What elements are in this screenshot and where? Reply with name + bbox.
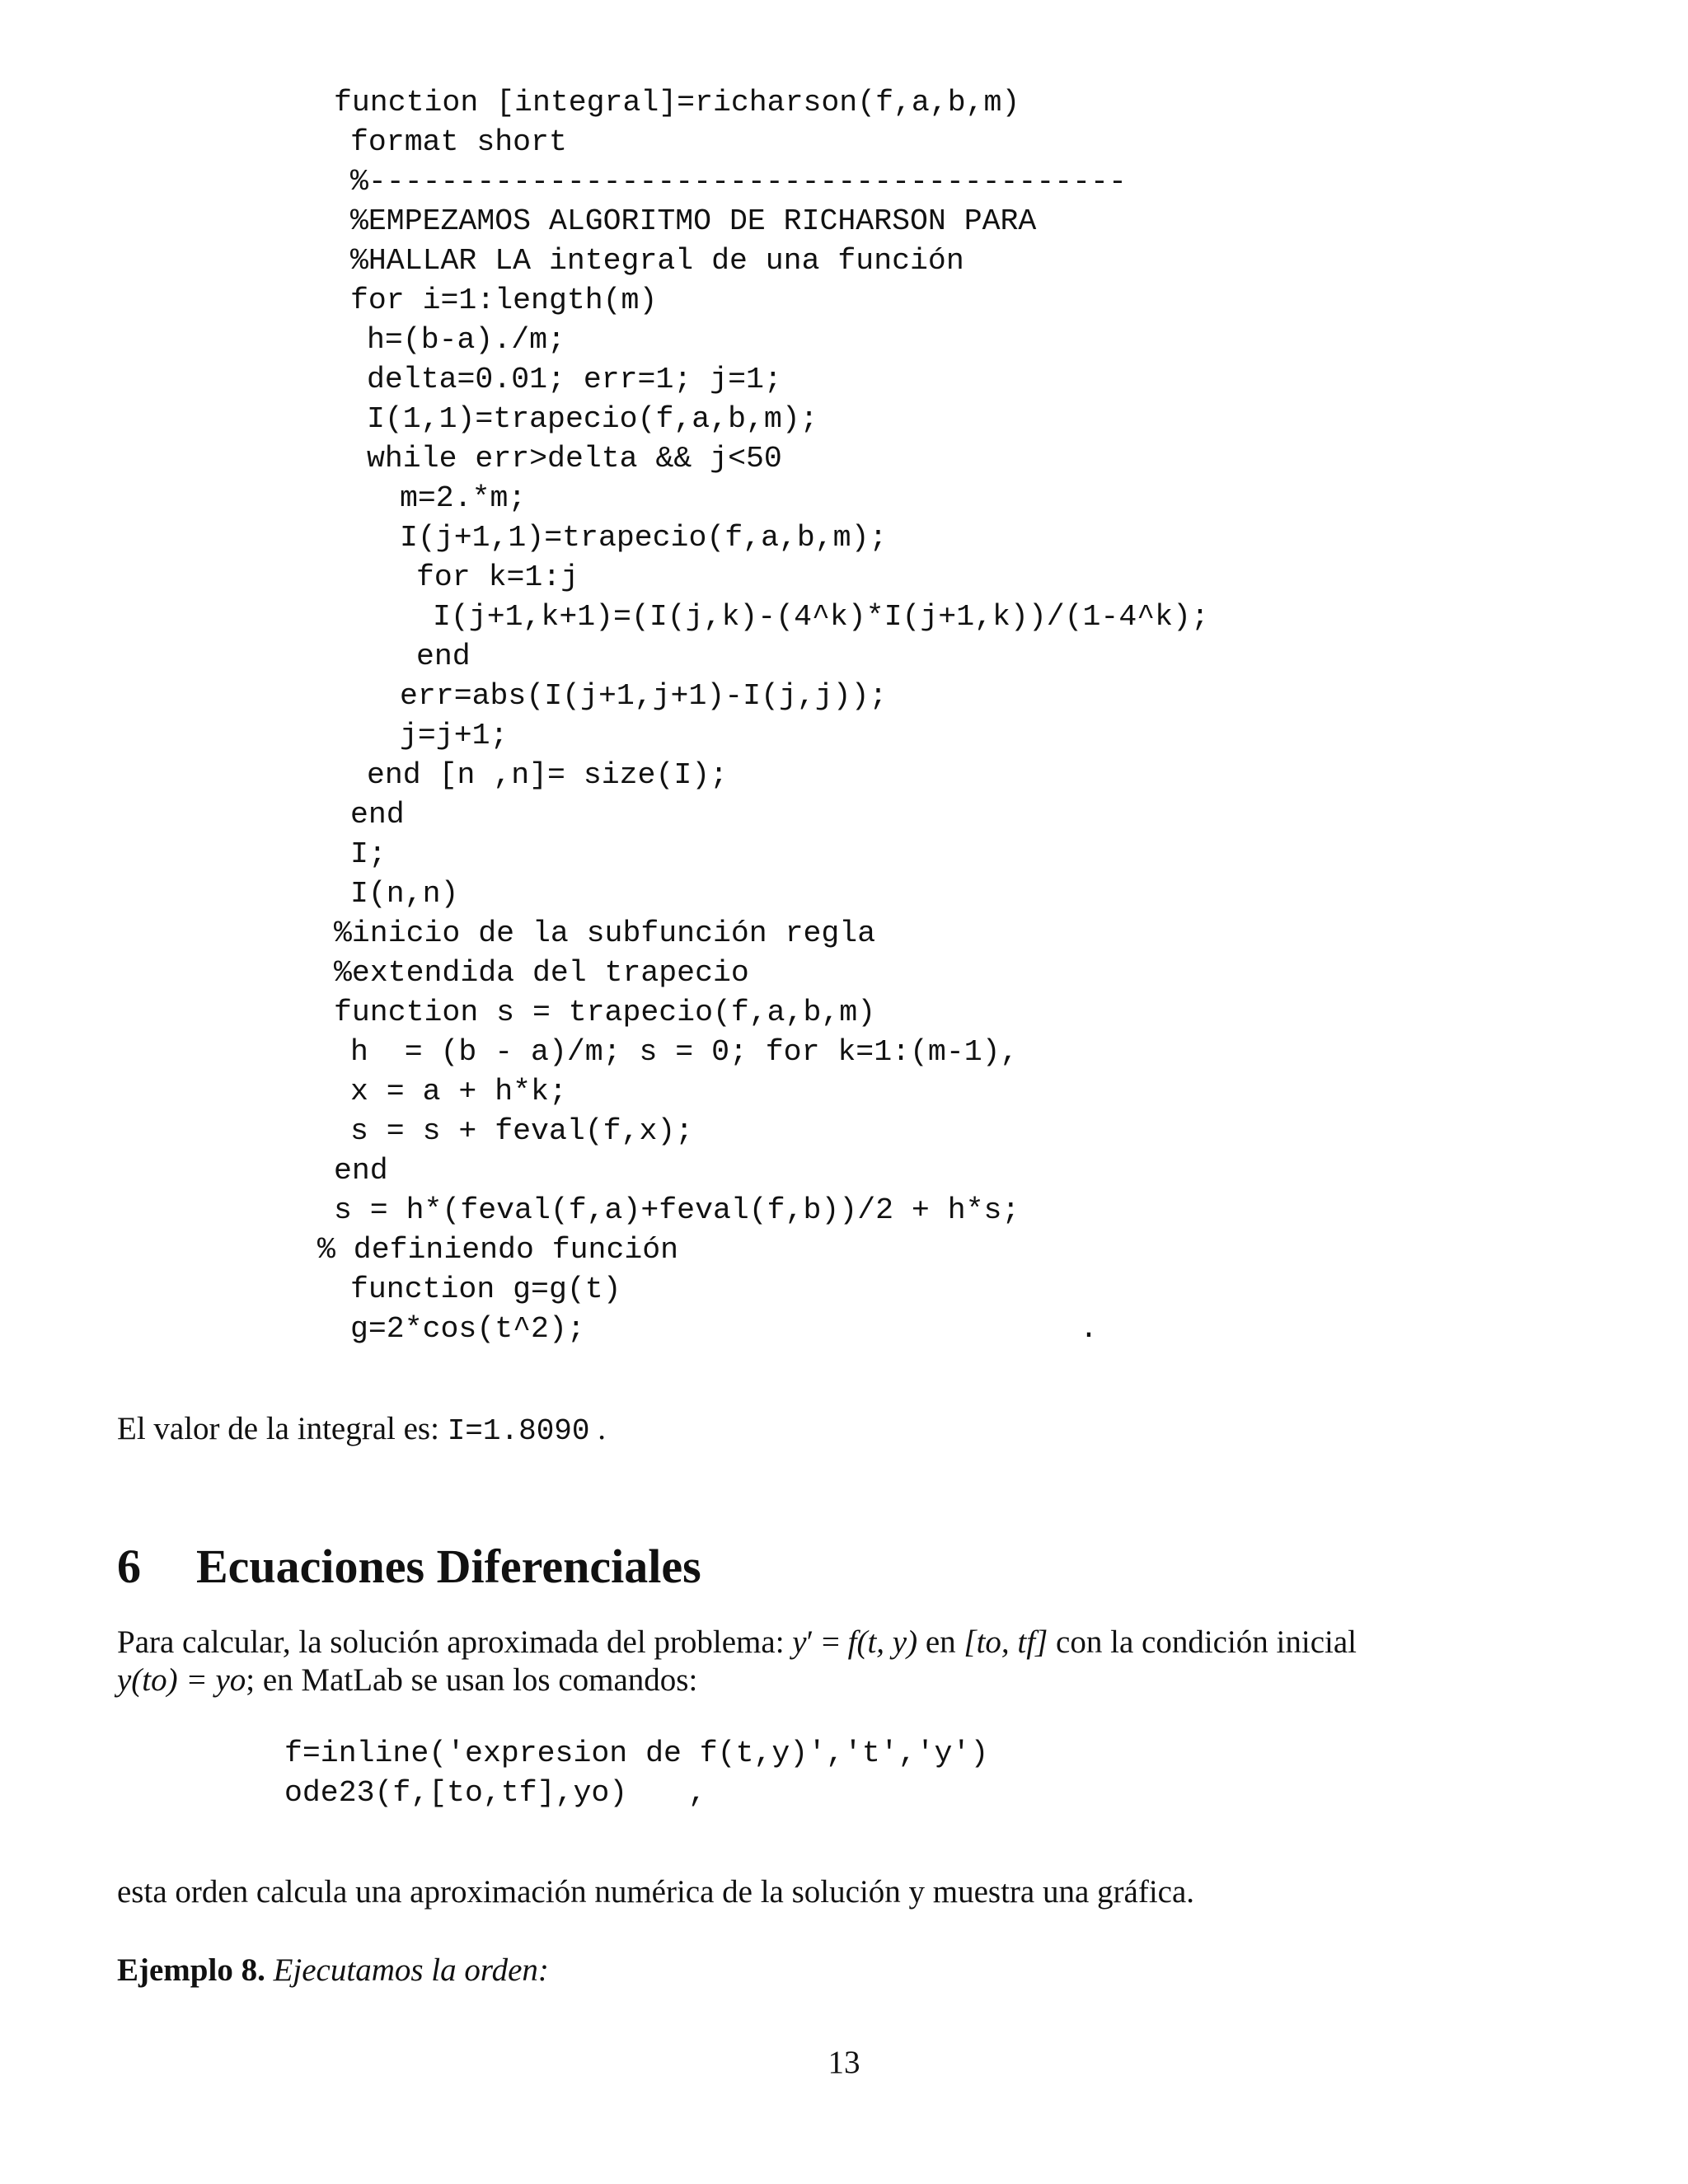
math-y: y [792,1624,807,1660]
code-line: j=j+1; [400,719,509,752]
code-line: format short [350,125,567,159]
math-initial-condition: y(to) = yo [117,1662,246,1698]
code-line: h=(b-a)./m; [367,323,565,357]
paragraph-line: esta orden calcula una aproximación numérica de la solución y muestra una gráfica. [117,1874,1195,1910]
math-prime: ′ [806,1624,814,1660]
result-prefix: El valor de la integral es: [117,1411,448,1446]
math-f: f [847,1624,857,1660]
math-interval: [to, tf] [964,1624,1048,1660]
paragraph-line [117,1622,1357,1663]
code-line: end [334,1154,388,1188]
code-line: %HALLAR LA integral de una función [350,244,964,278]
code-line: for i=1:length(m) [350,284,658,317]
code-line: f=inline('expresion de f(t,y)','t','y') [284,1736,989,1770]
code-line: g=2*cos(t^2); [350,1312,585,1346]
code-line: %inicio de la subfunción regla [334,916,876,950]
code-line: I(n,n) [350,877,459,911]
result-suffix: . [589,1411,607,1446]
code-line: ode23(f,[to,tf],yo) [284,1776,628,1810]
code-line: end [350,798,405,832]
code-line: for k=1:j [416,560,579,594]
code-line: while err>delta && j<50 [367,442,782,476]
code-line: err=abs(I(j+1,j+1)-I(j,j)); [400,679,888,713]
code-line: I; [350,837,387,871]
code-line: end [n ,n]= size(I); [367,758,729,792]
code-line: I(j+1,1)=trapecio(f,a,b,m); [400,521,888,555]
code-line: I(1,1)=trapecio(f,a,b,m); [367,402,818,436]
example-line [117,1950,549,1991]
page-number: 13 [828,2045,860,2080]
code-line: end [416,640,471,673]
code-line: function s = trapecio(f,a,b,m) [334,996,876,1029]
code-line: x = a + h*k; [350,1075,567,1108]
code-line: %EMPEZAMOS ALGORITMO DE RICHARSON PARA [350,204,1037,238]
code-line: h = (b - a)/m; s = 0; for k=1:(m-1), [350,1035,1019,1069]
paragraph-text: en [917,1624,964,1660]
code-line: s = h*(feval(f,a)+feval(f,b))/2 + h*s; [334,1193,1020,1227]
code-trailing-dot: . [1080,1312,1098,1346]
paragraph-text: ; en MatLab se usan los comandos: [246,1662,698,1698]
math-args: (t, y) [856,1624,918,1660]
code-line: m=2.*m; [400,481,527,515]
example-label: Ejemplo 8. [117,1952,265,1988]
section-title: Ecuaciones Diferenciales [196,1540,701,1593]
paragraph-text: con la condición inicial [1048,1624,1357,1660]
section-number: 6 [117,1540,141,1593]
section-heading [117,1538,701,1596]
result-value: I=1.8090 [447,1414,590,1448]
result-sentence [117,1408,606,1452]
example-text: Ejecutamos la orden: [273,1952,549,1988]
code-line: function g=g(t) [350,1272,621,1306]
code-line: %extendida del trapecio [334,956,749,990]
paragraph-text: Para calcular, la solución aproximada del problema: [117,1624,793,1660]
code-listing [0,0,1209,1346]
code-line: % definiendo función [317,1233,679,1267]
code-line: delta=0.01; err=1; j=1; [367,363,782,396]
code-line: s = s + feval(f,x); [350,1114,694,1148]
paragraph-line [117,1660,697,1701]
code-line: I(j+1,k+1)=(I(j,k)-(4^k)*I(j+1,k))/(1-4^k); [433,600,1209,634]
code-line: %------------------------------------------ [350,165,1127,199]
math-equals: = [814,1624,848,1660]
code-line: function [integral]=richarson(f,a,b,m) [334,86,1020,120]
code-trailing-comma: , [688,1776,706,1810]
